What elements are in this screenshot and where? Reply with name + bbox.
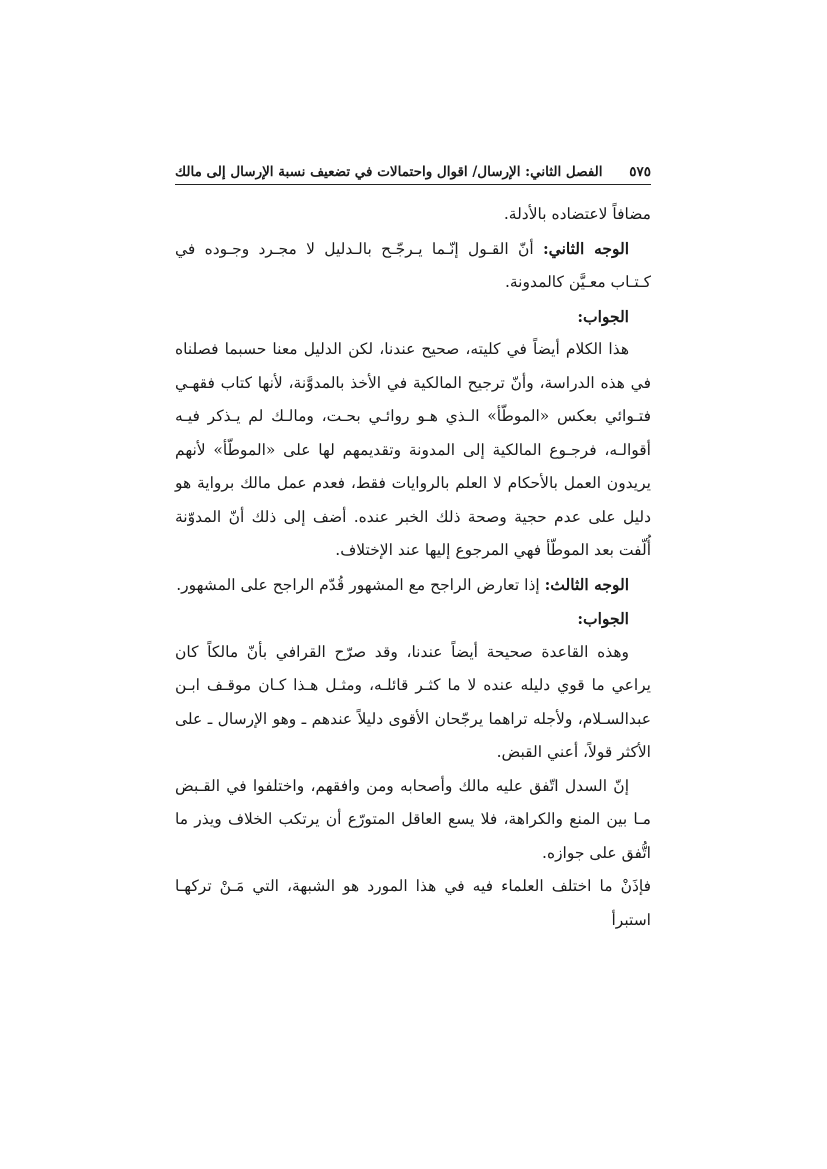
answer-heading: الجواب:: [577, 609, 629, 628]
paragraph: وهذه القاعدة صحيحة أيضاً عندنا، وقد صرّح القرافي بأنّ مالكاً كان يراعي ما قوي دليله عنده لا ما كثـر قائلـه، ومثـل هـذا كـان موقـف ابـن عبدالسـلام، ولأجله تراهما يرجّحان الأقوى دليلاً عندهم ـ وهو الإرسال ـ على الأكثر قولاً، أعني القبض.: [175, 642, 651, 761]
answer-heading: الجواب:: [577, 306, 629, 326]
page-number: ٥٧٥: [629, 164, 651, 180]
paragraph: فإذَنْ ما اختلف العلماء فيه في هذا المورد هو الشبهة، التي مَـنْ تركهـا استبرأ: [175, 877, 651, 929]
paragraph: إنّ السدل اتّفق عليه مالك وأصحابه ومن وافقهم، واختلفوا في القـبض مـا بين المنع والكراهة، فلا يسع العاقل المتورّع أن يرتكب الخلاف ويذر ما اتُّفق على جوازه.: [175, 776, 651, 862]
body-text: [175, 198, 651, 937]
section-label: الوجه الثاني:: [542, 238, 629, 258]
paragraph: هذا الكلام أيضاً في كليته، صحيح عندنا، لكن الدليل معنا حسبما فصلناه في هذه الدراسة، وأنّ ترجيح المالكية في الأخذ بالمدوَّنة، لأنها كتاب فقهـي فتـوائي بعكس «الموطّأ» الـذي هـو روائـي بحـت، ومالـك لم يـذكر فيـه أقوالـه، فرجـوع المالكية إلى المدونة وتقديمهم لها على «الموطّأ» لأنهم يريدون العمل بالأحكام لا العلم بالروايات فقط، فعدم عمل مالك برواية هو دليل على عدم حجية وصحة ذلك الخبر عنده. أضف إلى ذلك أنّ المدوّنة أُلّفت بعد الموطّأ فهي المرجوع إليها عند الإختلاف.: [175, 340, 651, 559]
chapter-title: الفصل الثاني: الإرسال/ اقوال واحتمالات في تضعيف نسبة الإرسال إلى مالك: [175, 164, 603, 180]
paragraph: مضافاً لاعتضاده بالأدلة.: [503, 205, 651, 223]
paragraph-text: أنّ القـول إنّـما يـرجّـح بالـدليل لا مجـرد وجـوده في كـتـاب معـيَّن كالمدونة.: [175, 239, 651, 291]
paragraph-text: إذا تعارض الراجح مع المشهور قُدّم الراجح على المشهور.: [176, 575, 545, 594]
running-header: [175, 157, 651, 185]
section-label: الوجه الثالث:: [544, 574, 629, 594]
paragraph: [175, 232, 651, 300]
paragraph: [175, 568, 651, 603]
